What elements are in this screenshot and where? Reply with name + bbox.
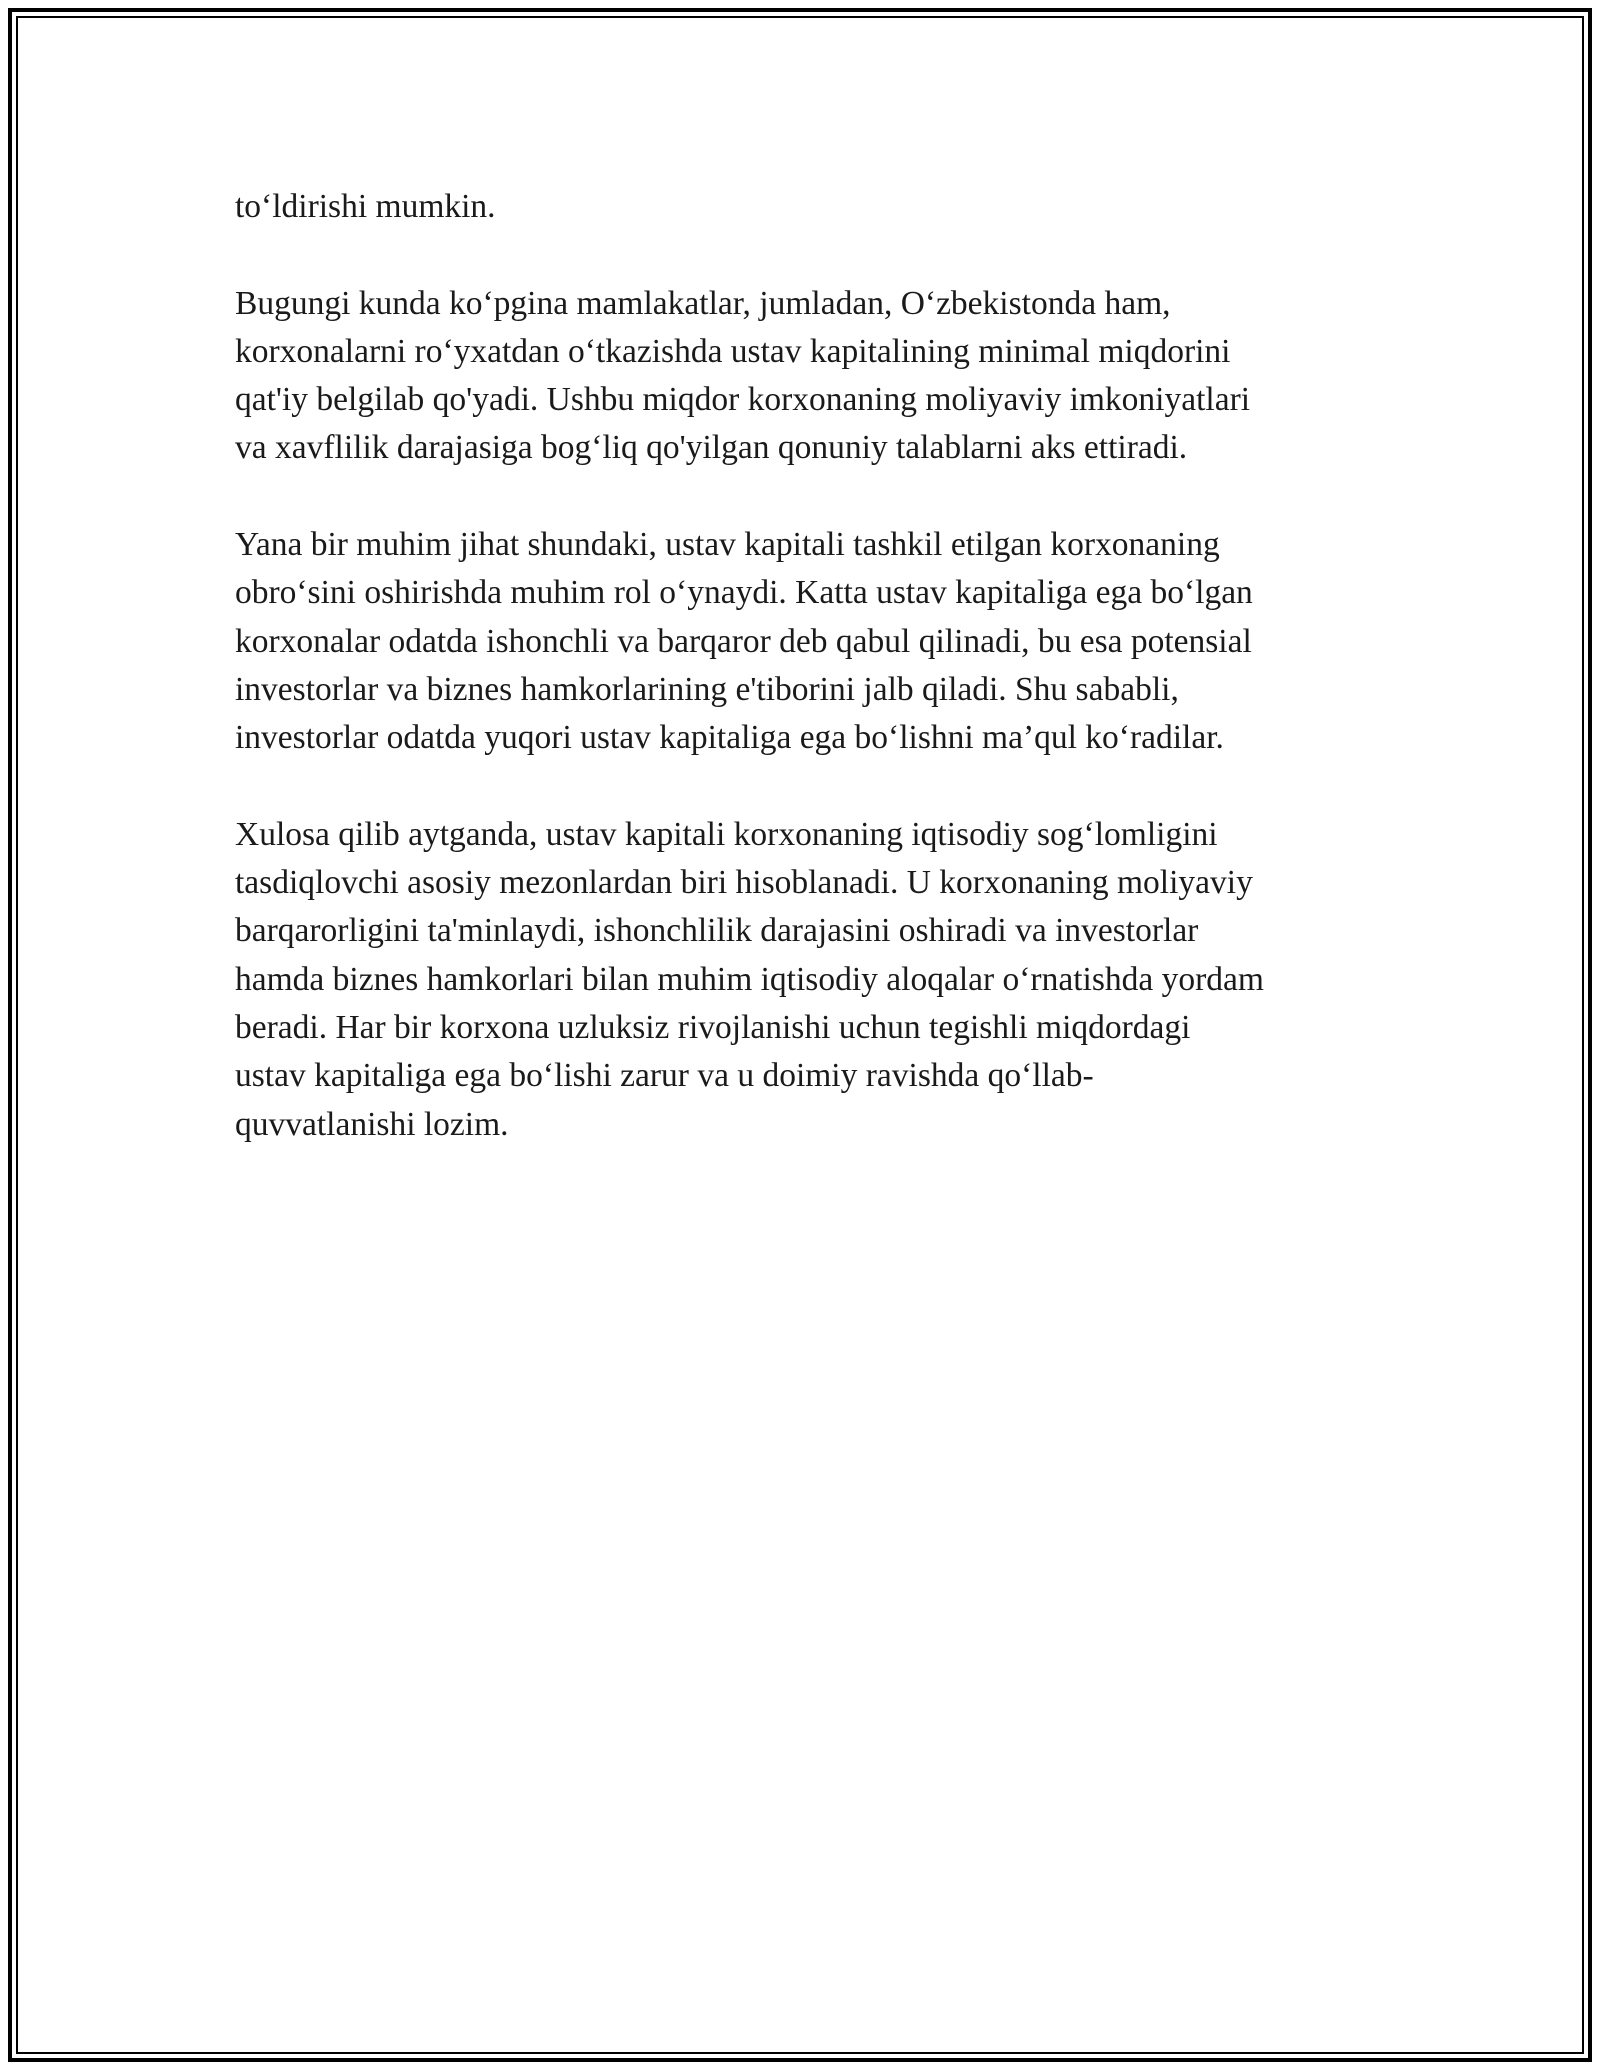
paragraph-minimum-capital bbox=[235, 280, 1365, 473]
text-line: Bugungi kunda ko‘pgina mamlakatlar, jumladan, O‘zbekistonda ham, bbox=[235, 284, 1171, 322]
text-line: obro‘sini oshirishda muhim rol o‘ynaydi. Katta ustav kapitaliga ega bo‘lgan bbox=[235, 574, 1253, 612]
text-line: barqarorligini ta'minlaydi, ishonchlilik darajasini oshiradi va investorlar bbox=[235, 912, 1199, 950]
text-line: tasdiqlovchi asosiy mezonlardan biri hisoblanadi. U korxonaning moliyaviy bbox=[235, 864, 1253, 902]
paragraph-continuation bbox=[235, 183, 1365, 231]
text-line: investorlar odatda yuqori ustav kapitaliga ega bo‘lishni ma’qul ko‘radilar. bbox=[235, 719, 1224, 757]
text-line: quvvatlanishi lozim. bbox=[235, 1105, 509, 1143]
text-line: Xulosa qilib aytganda, ustav kapitali korxonaning iqtisodiy sog‘lomligini bbox=[235, 815, 1218, 853]
text-line: korxonalar odatda ishonchli va barqaror deb qabul qilinadi, bu esa potensial bbox=[235, 622, 1252, 660]
text-line: Yana bir muhim jihat shundaki, ustav kapitali tashkil etilgan korxonaning bbox=[235, 526, 1220, 564]
text-line: va xavflilik darajasiga bog‘liq qo'yilgan qonuniy talablarni aks ettiradi. bbox=[235, 429, 1188, 467]
text-line: korxonalarni ro‘yxatdan o‘tkazishda ustav kapitalining minimal miqdorini bbox=[235, 332, 1231, 370]
text-line: to‘ldirishi mumkin. bbox=[235, 188, 496, 225]
text-line: hamda biznes hamkorlari bilan muhim iqtisodiy aloqalar o‘rnatishda yordam bbox=[235, 960, 1264, 998]
text-line: qat'iy belgilab qo'yadi. Ushbu miqdor korxonaning moliyaviy imkoniyatlari bbox=[235, 381, 1251, 419]
text-line: investorlar va biznes hamkorlarining e'tiborini jalb qiladi. Shu sababli, bbox=[235, 670, 1179, 708]
text-line: beradi. Har bir korxona uzluksiz rivojlanishi uchun tegishli miqdordagi bbox=[235, 1009, 1191, 1047]
paragraph-reputation bbox=[235, 521, 1365, 762]
document-body bbox=[235, 183, 1365, 1197]
text-line: ustav kapitaliga ega bo‘lishi zarur va u doimiy ravishda qo‘llab- bbox=[235, 1057, 1094, 1095]
paragraph-conclusion bbox=[235, 811, 1365, 1149]
